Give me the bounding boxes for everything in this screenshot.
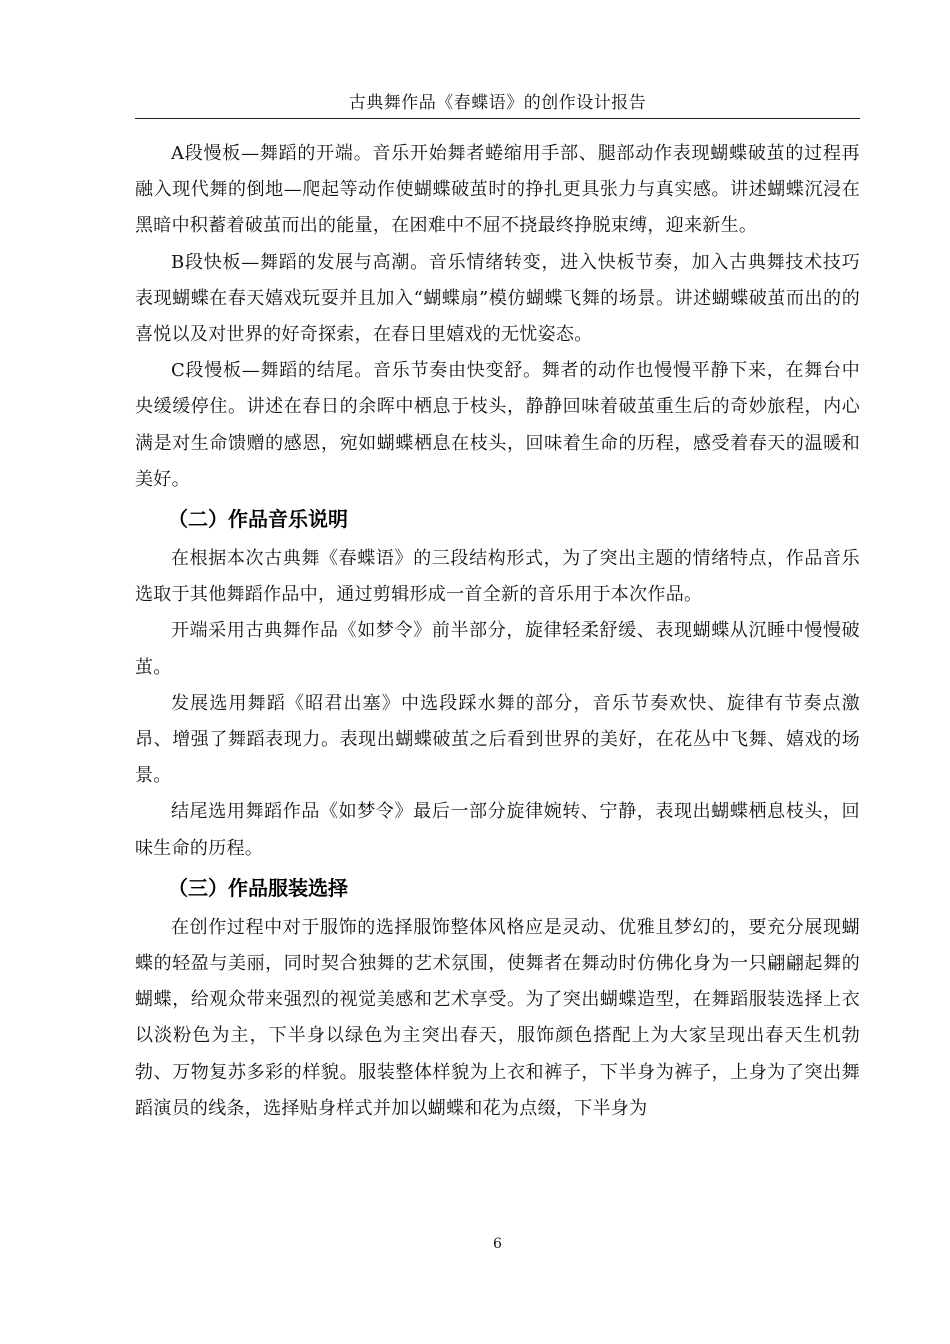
paragraph-music-intro: 在根据本次古典舞《春蝶语》的三段结构形式，为了突出主题的情绪特点，作品音乐选取于其他舞蹈作品中，通过剪辑形成一首全新的音乐用于本次作品。 <box>135 548 860 606</box>
page-body <box>135 136 860 1127</box>
running-header: 古典舞作品《春蝶语》的创作设计报告 <box>348 93 647 113</box>
paragraph-section-b: B段快板—舞蹈的发展与高潮。音乐情绪转变，进入快板节奏，加入古典舞技术技巧表现蝴蝶在春天嬉戏玩耍并且加入“蝴蝶扇”模仿蝴蝶飞舞的场景。讲述蝴蝶破茧而出的的喜悦以及对世界的好奇探索，在春日里嬉戏的无忧姿态。 <box>135 251 860 346</box>
page-number: 6 <box>493 1236 502 1252</box>
heading-costume-selection: （三）作品服装选择 <box>168 875 348 900</box>
paragraph-section-c: C段慢板—舞蹈的结尾。音乐节奏由快变舒。舞者的动作也慢慢平静下来，在舞台中央缓缓停住。讲述在春日的余晖中栖息于枝头，静静回味着破茧重生后的奇妙旅程，内心满是对生命馈赠的感恩，宛如蝴蝶栖息在枝头，回味着生命的历程，感受着春天的温暖和美好。 <box>135 360 860 490</box>
heading-music-description: （二）作品音乐说明 <box>168 507 348 532</box>
header-rule <box>135 118 860 119</box>
paragraph-costume: 在创作过程中对于服饰的选择服饰整体风格应是灵动、优雅且梦幻的，要充分展现蝴蝶的轻盈与美丽，同时契合独舞的艺术氛围，使舞者在舞动时仿佛化身为一只翩翩起舞的蝴蝶，给观众带来强烈的视觉美感和艺术享受。为了突出蝴蝶造型，在舞蹈服装选择上衣以淡粉色为主，下半身以绿色为主突出春天，服饰颜色搭配上为大家呈现出春天生机勃勃、万物复苏多彩的样貌。服装整体样貌为上衣和裤子，下半身为裤子，上身为了突出舞蹈演员的线条，选择贴身样式并加以蝴蝶和花为点缀，下半身为 <box>135 916 860 1119</box>
paragraph-music-opening: 开端采用古典舞作品《如梦令》前半部分，旋律轻柔舒缓、表现蝴蝶从沉睡中慢慢破茧。 <box>135 620 860 678</box>
paragraph-section-a: A段慢板—舞蹈的开端。音乐开始舞者蜷缩用手部、腿部动作表现蝴蝶破茧的过程再融入现代舞的倒地—爬起等动作使蝴蝶破茧时的挣扎更具张力与真实感。讲述蝴蝶沉浸在黑暗中积蓄着破茧而出的能量，在困难中不屈不挠最终挣脱束缚，迎来新生。 <box>135 143 860 237</box>
paragraph-music-development: 发展选用舞蹈《昭君出塞》中选段踩水舞的部分，音乐节奏欢快、旋律有节奏点激昂、增强了舞蹈表现力。表现出蝴蝶破茧之后看到世界的美好，在花丛中飞舞、嬉戏的场景。 <box>135 692 860 787</box>
paragraph-music-ending: 结尾选用舞蹈作品《如梦令》最后一部分旋律婉转、宁静，表现出蝴蝶栖息枝头，回味生命的历程。 <box>135 801 860 859</box>
